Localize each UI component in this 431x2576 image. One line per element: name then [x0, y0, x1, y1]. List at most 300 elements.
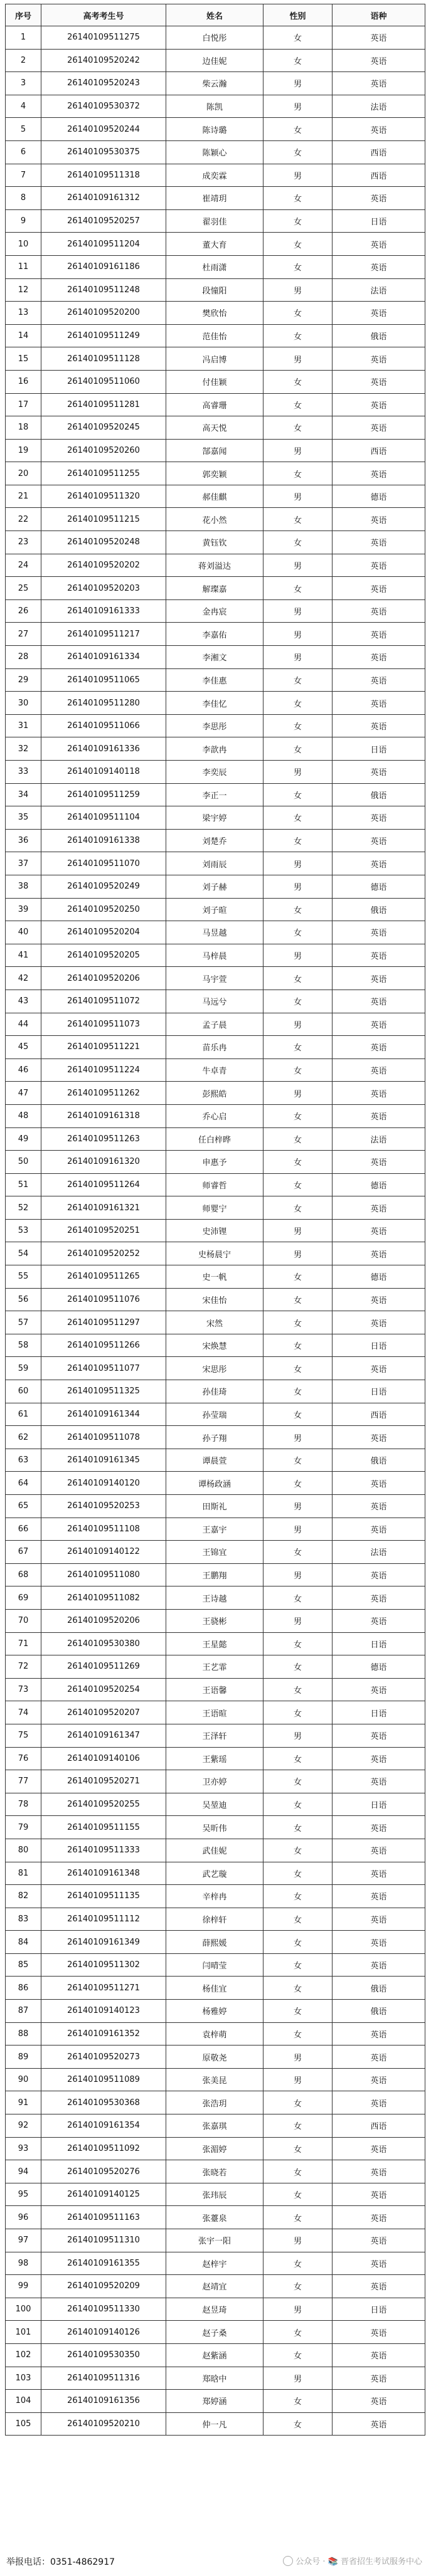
cell-gender: 男	[263, 2367, 333, 2390]
cell-exam-id: 26140109520207	[41, 1701, 166, 1724]
cell-index: 95	[6, 2183, 41, 2206]
cell-index: 35	[6, 806, 41, 830]
table-row	[6, 72, 425, 95]
cell-gender: 女	[263, 1701, 333, 1724]
table-row	[6, 1242, 425, 1265]
table-row	[6, 1380, 425, 1403]
cell-exam-id: 26140109511112	[41, 1908, 166, 1931]
cell-language: 英语	[333, 646, 425, 669]
cell-name: 徐梓轩	[166, 1908, 263, 1931]
cell-index: 42	[6, 967, 41, 990]
cell-language: 英语	[333, 255, 425, 278]
cell-language: 英语	[333, 1288, 425, 1311]
cell-gender: 女	[263, 737, 333, 761]
cell-exam-id: 26140109520253	[41, 1495, 166, 1518]
cell-exam-id: 26140109511108	[41, 1518, 166, 1541]
cell-language: 德语	[333, 1265, 425, 1289]
cell-gender: 女	[263, 416, 333, 440]
cell-index: 46	[6, 1058, 41, 1082]
cell-index: 67	[6, 1541, 41, 1564]
cell-exam-id: 26140109511204	[41, 233, 166, 256]
cell-gender: 女	[263, 233, 333, 256]
cell-language: 俄语	[333, 783, 425, 806]
cell-name: 李佳忆	[166, 692, 263, 715]
cell-language: 英语	[333, 1357, 425, 1380]
cell-language: 英语	[333, 1953, 425, 1977]
cell-index: 87	[6, 2000, 41, 2023]
cell-language: 英语	[333, 1747, 425, 1770]
table-row	[6, 829, 425, 852]
cell-gender: 女	[263, 990, 333, 1013]
cell-index: 24	[6, 554, 41, 577]
cell-name: 翟羽佳	[166, 209, 263, 233]
table-row	[6, 737, 425, 761]
cell-exam-id: 26140109511269	[41, 1655, 166, 1679]
cell-name: 仲一凡	[166, 2412, 263, 2436]
cell-gender: 女	[263, 462, 333, 485]
cell-index: 84	[6, 1931, 41, 1954]
cell-language: 英语	[333, 1862, 425, 1885]
cell-name: 陈颖心	[166, 140, 263, 164]
table-row	[6, 1104, 425, 1127]
cell-name: 刘子暄	[166, 898, 263, 921]
cell-index: 54	[6, 1242, 41, 1265]
report-phone: 举报电话：0351-4862917	[6, 2557, 115, 2567]
cell-exam-id: 26140109511065	[41, 668, 166, 692]
cell-exam-id: 26140109161334	[41, 646, 166, 669]
cell-index: 58	[6, 1334, 41, 1357]
table-row	[6, 1655, 425, 1679]
cell-index: 38	[6, 875, 41, 898]
cell-name: 梁宇婷	[166, 806, 263, 830]
cell-index: 68	[6, 1563, 41, 1586]
cell-index: 85	[6, 1953, 41, 1977]
cell-gender: 男	[263, 347, 333, 371]
cell-gender: 女	[263, 806, 333, 830]
cell-language: 英语	[333, 1311, 425, 1334]
cell-name: 武佳妮	[166, 1839, 263, 1862]
cell-language: 英语	[333, 623, 425, 646]
cell-index: 21	[6, 485, 41, 508]
cell-name: 郭奕颖	[166, 462, 263, 485]
cell-language: 西语	[333, 439, 425, 462]
table-row	[6, 2206, 425, 2229]
cell-exam-id: 26140109140126	[41, 2321, 166, 2344]
table-row	[6, 508, 425, 531]
cell-gender: 女	[263, 1655, 333, 1679]
cell-name: 王紫瑶	[166, 1747, 263, 1770]
cell-name: 马远兮	[166, 990, 263, 1013]
cell-exam-id: 26140109520245	[41, 416, 166, 440]
cell-index: 5	[6, 118, 41, 141]
cell-index: 4	[6, 95, 41, 118]
cell-gender: 男	[263, 2298, 333, 2321]
cell-gender: 女	[263, 1265, 333, 1289]
cell-index: 93	[6, 2137, 41, 2160]
cell-name: 师婴宁	[166, 1196, 263, 1220]
cell-name: 孙莹瑞	[166, 1403, 263, 1426]
cell-exam-id: 26140109140123	[41, 2000, 166, 2023]
cell-gender: 女	[263, 1793, 333, 1816]
cell-language: 西语	[333, 1403, 425, 1426]
table-row	[6, 1885, 425, 1908]
cell-exam-id: 26140109161355	[41, 2252, 166, 2275]
cell-index: 39	[6, 898, 41, 921]
cell-name: 杨佳宜	[166, 1977, 263, 2000]
cell-language: 英语	[333, 599, 425, 623]
table-row	[6, 2114, 425, 2138]
cell-exam-id: 26140109161336	[41, 737, 166, 761]
cell-gender: 女	[263, 1816, 333, 1839]
cell-language: 英语	[333, 1495, 425, 1518]
cell-language: 德语	[333, 875, 425, 898]
table-row	[6, 302, 425, 325]
cell-gender: 女	[263, 26, 333, 50]
table-row	[6, 1586, 425, 1610]
cell-name: 马宇萱	[166, 967, 263, 990]
cell-language: 英语	[333, 668, 425, 692]
cell-exam-id: 26140109530368	[41, 2091, 166, 2114]
cell-exam-id: 26140109511089	[41, 2068, 166, 2091]
cell-gender: 女	[263, 1288, 333, 1311]
cell-name: 边佳妮	[166, 49, 263, 72]
cell-gender: 男	[263, 439, 333, 462]
cell-language: 英语	[333, 852, 425, 875]
cell-name: 李正一	[166, 783, 263, 806]
table-row	[6, 187, 425, 210]
cell-name: 蒋刘溢达	[166, 554, 263, 577]
table-row	[6, 967, 425, 990]
cell-name: 张浩玥	[166, 2091, 263, 2114]
cell-gender: 男	[263, 72, 333, 95]
cell-language: 英语	[333, 1724, 425, 1747]
cell-name: 宋思彤	[166, 1357, 263, 1380]
cell-index: 36	[6, 829, 41, 852]
cell-gender: 男	[263, 164, 333, 187]
cell-language: 法语	[333, 278, 425, 302]
table-row	[6, 1265, 425, 1289]
cell-index: 12	[6, 278, 41, 302]
cell-gender: 男	[263, 1242, 333, 1265]
cell-exam-id: 26140109520249	[41, 875, 166, 898]
cell-exam-id: 26140109511333	[41, 1839, 166, 1862]
cell-index: 32	[6, 737, 41, 761]
cell-language: 德语	[333, 1173, 425, 1196]
cell-index: 90	[6, 2068, 41, 2091]
cell-gender: 男	[263, 623, 333, 646]
cell-index: 9	[6, 209, 41, 233]
table-row	[6, 761, 425, 784]
table-row	[6, 1678, 425, 1701]
cell-name: 张嘉琪	[166, 2114, 263, 2138]
table-row	[6, 921, 425, 944]
cell-language: 英语	[333, 967, 425, 990]
cell-gender: 女	[263, 1586, 333, 1610]
cell-index: 45	[6, 1036, 41, 1059]
table-row	[6, 118, 425, 141]
cell-index: 72	[6, 1655, 41, 1679]
cell-index: 77	[6, 1770, 41, 1793]
cell-index: 1	[6, 26, 41, 50]
cell-index: 78	[6, 1793, 41, 1816]
cell-name: 冯启博	[166, 347, 263, 371]
cell-index: 20	[6, 462, 41, 485]
table-row	[6, 1058, 425, 1082]
wechat-icon	[283, 2556, 293, 2566]
cell-name: 马昱越	[166, 921, 263, 944]
cell-index: 8	[6, 187, 41, 210]
cell-language: 日语	[333, 209, 425, 233]
student-table	[5, 4, 425, 2436]
header-exam-id: 高考考生号	[41, 4, 166, 26]
table-row	[6, 233, 425, 256]
cell-exam-id: 26140109520202	[41, 554, 166, 577]
cell-name: 杜雨潇	[166, 255, 263, 278]
cell-gender: 女	[263, 324, 333, 347]
table-row	[6, 599, 425, 623]
cell-language: 英语	[333, 1082, 425, 1105]
cell-index: 27	[6, 623, 41, 646]
cell-index: 2	[6, 49, 41, 72]
table-row	[6, 164, 425, 187]
cell-index: 105	[6, 2412, 41, 2436]
cell-language: 英语	[333, 1885, 425, 1908]
cell-exam-id: 26140109140106	[41, 1747, 166, 1770]
cell-exam-id: 26140109511217	[41, 623, 166, 646]
cell-name: 赵梓宇	[166, 2252, 263, 2275]
table-row	[6, 2252, 425, 2275]
cell-gender: 男	[263, 1013, 333, 1036]
cell-exam-id: 26140109161338	[41, 829, 166, 852]
cell-name: 王星懿	[166, 1632, 263, 1655]
cell-name: 王骁彬	[166, 1609, 263, 1632]
cell-name: 刘楚乔	[166, 829, 263, 852]
cell-language: 西语	[333, 164, 425, 187]
table-row	[6, 2390, 425, 2413]
cell-exam-id: 26140109161321	[41, 1196, 166, 1220]
cell-index: 56	[6, 1288, 41, 1311]
cell-name: 谭杨政涵	[166, 1472, 263, 1495]
cell-index: 98	[6, 2252, 41, 2275]
table-row	[6, 1196, 425, 1220]
cell-exam-id: 26140109520255	[41, 1793, 166, 1816]
cell-index: 22	[6, 508, 41, 531]
table-row	[6, 2068, 425, 2091]
cell-name: 孙佳琦	[166, 1380, 263, 1403]
table-row	[6, 692, 425, 715]
cell-gender: 女	[263, 2022, 333, 2045]
table-row	[6, 1426, 425, 1449]
cell-gender: 女	[263, 1908, 333, 1931]
cell-gender: 男	[263, 1082, 333, 1105]
table-row	[6, 49, 425, 72]
cell-index: 76	[6, 1747, 41, 1770]
cell-name: 郑晗中	[166, 2367, 263, 2390]
table-row	[6, 668, 425, 692]
cell-gender: 女	[263, 1127, 333, 1151]
header-language: 语种	[333, 4, 425, 26]
cell-language: 英语	[333, 806, 425, 830]
table-row	[6, 347, 425, 371]
cell-language: 英语	[333, 26, 425, 50]
cell-name: 范佳怡	[166, 324, 263, 347]
cell-name: 段憧阳	[166, 278, 263, 302]
table-row	[6, 2343, 425, 2367]
table-row	[6, 485, 425, 508]
cell-exam-id: 26140109520254	[41, 1678, 166, 1701]
cell-exam-id: 26140109511076	[41, 1288, 166, 1311]
table-row	[6, 1541, 425, 1564]
cell-exam-id: 26140109530350	[41, 2343, 166, 2367]
cell-exam-id: 26140109520250	[41, 898, 166, 921]
cell-gender: 女	[263, 302, 333, 325]
cell-name: 张薹泉	[166, 2206, 263, 2229]
cell-gender: 男	[263, 599, 333, 623]
table-body	[6, 26, 425, 2436]
cell-index: 96	[6, 2206, 41, 2229]
cell-gender: 女	[263, 1541, 333, 1564]
table-row	[6, 1013, 425, 1036]
cell-gender: 男	[263, 1563, 333, 1586]
cell-name: 田斯礼	[166, 1495, 263, 1518]
cell-language: 英语	[333, 1013, 425, 1036]
table-row	[6, 1747, 425, 1770]
cell-name: 王锦宜	[166, 1541, 263, 1564]
table-row	[6, 1449, 425, 1472]
cell-exam-id: 26140109161318	[41, 1104, 166, 1127]
cell-exam-id: 26140109161186	[41, 255, 166, 278]
cell-gender: 女	[263, 370, 333, 393]
cell-exam-id: 26140109511302	[41, 1953, 166, 1977]
cell-gender: 女	[263, 1311, 333, 1334]
cell-exam-id: 26140109511320	[41, 485, 166, 508]
cell-language: 英语	[333, 233, 425, 256]
cell-index: 15	[6, 347, 41, 371]
cell-gender: 女	[263, 118, 333, 141]
cell-gender: 女	[263, 1403, 333, 1426]
cell-gender: 男	[263, 646, 333, 669]
cell-index: 71	[6, 1632, 41, 1655]
cell-index: 61	[6, 1403, 41, 1426]
cell-name: 宋焕慧	[166, 1334, 263, 1357]
cell-name: 刘子赫	[166, 875, 263, 898]
cell-index: 19	[6, 439, 41, 462]
table-row	[6, 1701, 425, 1724]
cell-language: 法语	[333, 1127, 425, 1151]
cell-language: 英语	[333, 118, 425, 141]
cell-index: 14	[6, 324, 41, 347]
cell-gender: 女	[263, 187, 333, 210]
table-row	[6, 1288, 425, 1311]
cell-language: 英语	[333, 577, 425, 600]
cell-exam-id: 26140109140122	[41, 1541, 166, 1564]
cell-name: 成奕霖	[166, 164, 263, 187]
cell-gender: 女	[263, 2160, 333, 2183]
cell-index: 64	[6, 1472, 41, 1495]
cell-name: 师睿哲	[166, 1173, 263, 1196]
cell-exam-id: 26140109520204	[41, 921, 166, 944]
cell-index: 104	[6, 2390, 41, 2413]
cell-exam-id: 26140109511318	[41, 164, 166, 187]
cell-exam-id: 26140109520251	[41, 1219, 166, 1242]
cell-exam-id: 26140109530380	[41, 1632, 166, 1655]
cell-language: 英语	[333, 1931, 425, 1954]
cell-name: 杨雅婷	[166, 2000, 263, 2023]
cell-index: 23	[6, 531, 41, 554]
cell-name: 樊欣怡	[166, 302, 263, 325]
cell-index: 97	[6, 2229, 41, 2252]
cell-index: 82	[6, 1885, 41, 1908]
cell-gender: 女	[263, 1632, 333, 1655]
cell-name: 张玮辰	[166, 2183, 263, 2206]
cell-name: 王鹏翔	[166, 1563, 263, 1586]
cell-exam-id: 26140109511080	[41, 1563, 166, 1586]
cell-index: 79	[6, 1816, 41, 1839]
cell-name: 金冉宸	[166, 599, 263, 623]
cell-language: 英语	[333, 2321, 425, 2344]
cell-gender: 女	[263, 1449, 333, 1472]
cell-name: 王语馨	[166, 1678, 263, 1701]
cell-exam-id: 26140109520271	[41, 1770, 166, 1793]
cell-name: 史一帆	[166, 1265, 263, 1289]
cell-language: 英语	[333, 2206, 425, 2229]
cell-index: 10	[6, 233, 41, 256]
table-row	[6, 255, 425, 278]
cell-index: 55	[6, 1265, 41, 1289]
cell-gender: 女	[263, 1977, 333, 2000]
cell-language: 英语	[333, 2137, 425, 2160]
cell-exam-id: 26140109511077	[41, 1357, 166, 1380]
cell-exam-id: 26140109511264	[41, 1173, 166, 1196]
cell-exam-id: 26140109140125	[41, 2183, 166, 2206]
cell-gender: 男	[263, 1518, 333, 1541]
cell-exam-id: 26140109511221	[41, 1036, 166, 1059]
cell-language: 英语	[333, 944, 425, 967]
table-row	[6, 2000, 425, 2023]
cell-language: 英语	[333, 2022, 425, 2045]
cell-exam-id: 26140109520206	[41, 1609, 166, 1632]
cell-gender: 女	[263, 1334, 333, 1357]
cell-name: 武艺璇	[166, 1862, 263, 1885]
table-row	[6, 370, 425, 393]
cell-language: 法语	[333, 95, 425, 118]
cell-gender: 女	[263, 393, 333, 416]
cell-name: 张晓若	[166, 2160, 263, 2183]
cell-exam-id: 26140109520210	[41, 2412, 166, 2436]
table-row	[6, 1563, 425, 1586]
cell-index: 30	[6, 692, 41, 715]
cell-index: 34	[6, 783, 41, 806]
cell-exam-id: 26140109520242	[41, 49, 166, 72]
cell-gender: 女	[263, 1357, 333, 1380]
table-row	[6, 2183, 425, 2206]
cell-name: 郝佳麒	[166, 485, 263, 508]
cell-language: 英语	[333, 302, 425, 325]
table-row	[6, 1816, 425, 1839]
cell-name: 辛梓冉	[166, 1885, 263, 1908]
cell-language: 法语	[333, 1541, 425, 1564]
cell-language: 英语	[333, 393, 425, 416]
table-row	[6, 1495, 425, 1518]
cell-index: 63	[6, 1449, 41, 1472]
cell-language: 日语	[333, 1380, 425, 1403]
cell-name: 郜嘉闻	[166, 439, 263, 462]
cell-gender: 男	[263, 2068, 333, 2091]
cell-name: 史沛锂	[166, 1219, 263, 1242]
cell-language: 日语	[333, 737, 425, 761]
cell-gender: 女	[263, 508, 333, 531]
cell-language: 英语	[333, 531, 425, 554]
